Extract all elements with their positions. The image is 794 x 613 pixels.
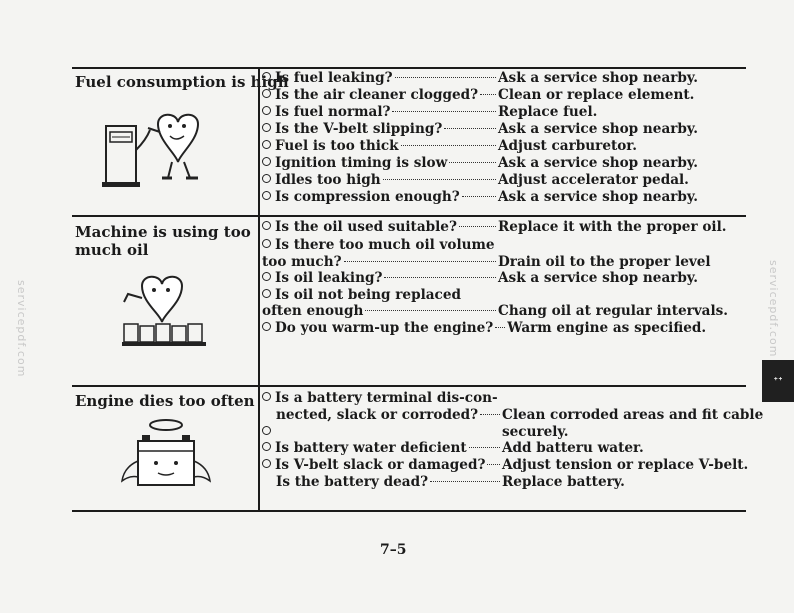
fuel-line-6: Ignition timing is slow Ask a service shop nearby. <box>262 155 498 172</box>
symptom-label-fuel: Fuel consumption is high <box>75 73 289 91</box>
oil-line-5: Is oil not being replaced <box>262 287 498 304</box>
battery-angel-icon <box>120 415 216 497</box>
bullet-icon <box>262 392 271 401</box>
watermark-right: servicepdf.com <box>767 260 780 358</box>
bullet-icon <box>262 106 271 115</box>
bullet-icon <box>262 239 271 248</box>
bullet-icon <box>262 442 271 451</box>
oil-line-7: Do you warm-up the engine? Warm engine as specified. <box>262 320 498 337</box>
bullet-icon <box>262 191 271 200</box>
oil-line-6: often enough Chang oil at regular intervals. <box>262 303 729 319</box>
bullet-icon <box>262 89 271 98</box>
bullet-icon <box>262 426 271 435</box>
engine-line-4: Is battery water deficient Add batteru water. <box>262 440 502 457</box>
fuel-pump-heart-icon <box>100 110 212 188</box>
bullet-icon <box>262 157 271 166</box>
page-number: 7–5 <box>380 542 407 558</box>
bullet-icon <box>262 272 271 281</box>
table-row-rule-1 <box>72 215 746 217</box>
fuel-line-5: Fuel is too thick Adjust carburetor. <box>262 138 498 155</box>
engine-line-6: Is the battery dead? Replace battery. <box>276 474 625 490</box>
engine-line-5: Is V-belt slack or damaged? Adjust tension or replace V-belt. <box>262 457 502 474</box>
fuel-line-4: Is the V-belt slipping? Ask a service shop nearby. <box>262 121 498 138</box>
fuel-line-1: Is fuel leaking? Ask a service shop nearby. <box>262 70 498 87</box>
table-row-rule-2 <box>72 385 746 387</box>
battery-illustration <box>120 415 216 501</box>
watermark-left: servicepdf.com <box>15 280 28 378</box>
fuel-pump-illustration <box>100 110 212 192</box>
oil-cans-heart-icon <box>120 272 216 350</box>
bullet-icon <box>262 221 271 230</box>
fuel-line-8: Is compression enough? Ask a service shop nearby. <box>262 189 498 206</box>
bullet-icon <box>262 459 271 468</box>
fuel-line-7: Idles too high Adjust accelerator pedal. <box>262 172 498 189</box>
symptom-label-oil: Machine is using too much oil <box>75 223 251 259</box>
table-column-divider <box>258 67 260 512</box>
bullet-icon <box>262 289 271 298</box>
bullet-icon <box>262 72 271 81</box>
oil-line-2: Is there too much oil volume <box>262 237 498 254</box>
table-bottom-rule <box>72 510 746 512</box>
oil-line-4: Is oil leaking? Ask a service shop nearby. <box>262 270 498 287</box>
engine-line-2: nected, slack or corroded? Clean corroded areas and fit cable <box>276 407 764 423</box>
bullet-icon <box>262 140 271 149</box>
oil-cans-illustration <box>120 272 216 354</box>
bullet-icon <box>262 123 271 132</box>
bullet-icon <box>262 174 271 183</box>
engine-line-3: securely. <box>262 424 502 441</box>
side-tab: ᕀᐩ <box>762 360 794 402</box>
symptom-label-engine: Engine dies too often <box>75 392 255 410</box>
table-top-rule <box>72 67 746 69</box>
fuel-line-3: Is fuel normal? Replace fuel. <box>262 104 498 121</box>
fuel-line-2: Is the air cleaner clogged? Clean or replace element. <box>262 87 498 104</box>
oil-line-1: Is the oil used suitable? Replace it with the proper oil. <box>262 219 498 236</box>
engine-line-1: Is a battery terminal dis-con- <box>262 390 498 407</box>
oil-line-3: too much? Drain oil to the proper level <box>262 254 711 270</box>
bullet-icon <box>262 322 271 331</box>
